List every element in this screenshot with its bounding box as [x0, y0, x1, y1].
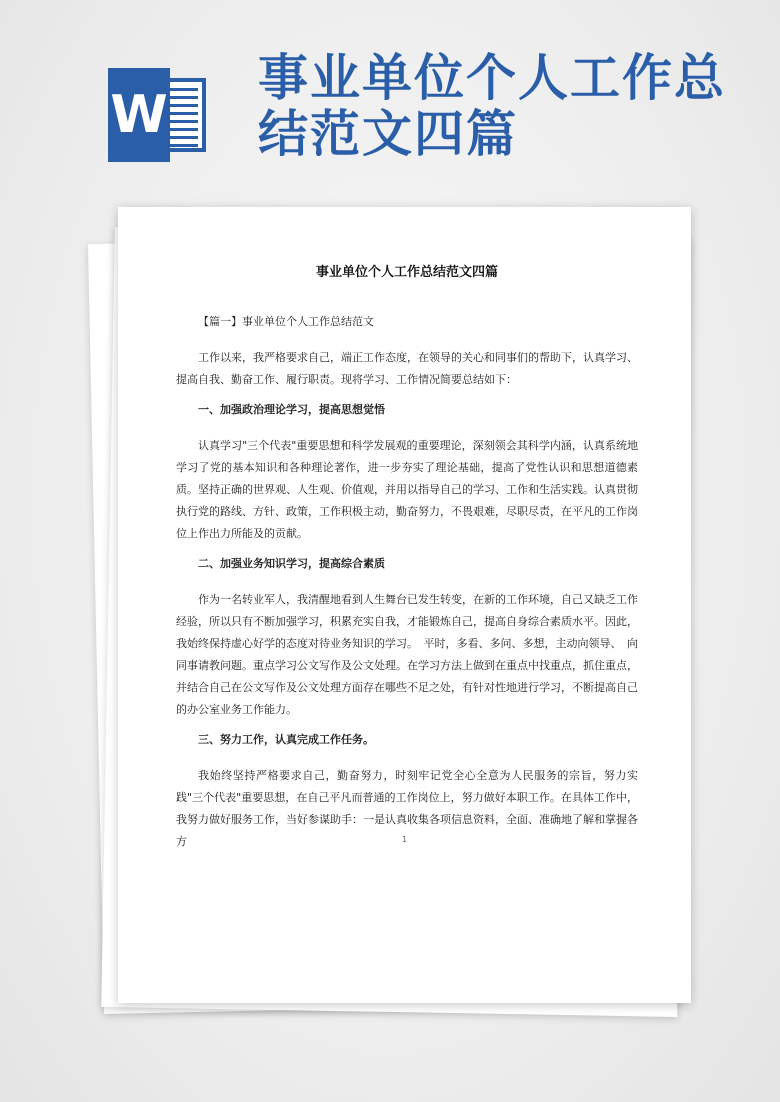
paragraph-1: 认真学习"三个代表"重要思想和科学发展观的重要理论，深刻领会其科学内涵，认真系统地学习了党的基本知识和各种理论著作，进一步夯实了理论基础，提高了党性认识和思想道德素质。坚持正确的世界观、人生观、价值观，并用以指导自己的学习、工作和生活实践。认真贯彻执行党的路线、方针、政策，工作积极主动，勤奋努力，不畏艰难，尽职尽责，在平凡的工作岗位上作出力所能及的贡献。 — [176, 439, 638, 540]
word-document-icon — [108, 68, 208, 162]
paragraph-3: 我始终坚持严格要求自己，勤奋努力，时刻牢记党全心全意为人民服务的宗旨，努力实践"三个代表"重要思想，在自己平凡而普通的工作岗位上，努力做好本职工作。在具体工作中，我努力做好服务工作，当好参谋助手：一是认真收集各项信息资料，全面、准确地了解和掌握各方 — [176, 769, 638, 848]
section-label: 【篇一】事业单位个人工作总结范文 — [198, 315, 374, 328]
page-number: 1 — [401, 835, 408, 844]
paragraph-2: 作为一名转业军人，我清醒地看到人生舞台已发生转变，在新的工作环境，自己又缺乏工作经验，所以只有不断加强学习，积累充实自我，才能锻炼自己，提高自身综合素质水平。因此，我始终保持虚心好学的态度对待业务知识的学习。 平时，多看、多问、多想，主动向领导、 向同事请教问题。重点学习公文写作及公文处理。在学习方法上做到在重点中找重点，抓住重点，并结合自己在公文写作及公文处理方面存在哪些不足之处，有针对性地进行学习，不断提高自己的办公室业务工作能力。 — [176, 593, 638, 716]
heading-1: 一、加强政治理论学习，提高思想觉悟 — [198, 403, 385, 416]
document-title: 事业单位个人工作总结范文四篇 — [315, 265, 498, 280]
document-page — [118, 207, 691, 1003]
word-letter-icon: W — [108, 68, 170, 162]
banner-title: 事业单位个人工作总结范文四篇 — [258, 48, 726, 163]
intro-paragraph: 工作以来，我严格要求自己，端正工作态度，在领导的关心和同事们的帮助下，认真学习、提高自我、勤奋工作、履行职责。现将学习、工作情况简要总结如下： — [176, 351, 638, 386]
heading-2: 二、加强业务知识学习，提高综合素质 — [198, 557, 385, 570]
heading-3: 三、努力工作，认真完成工作任务。 — [198, 733, 374, 746]
document-body — [176, 263, 638, 861]
